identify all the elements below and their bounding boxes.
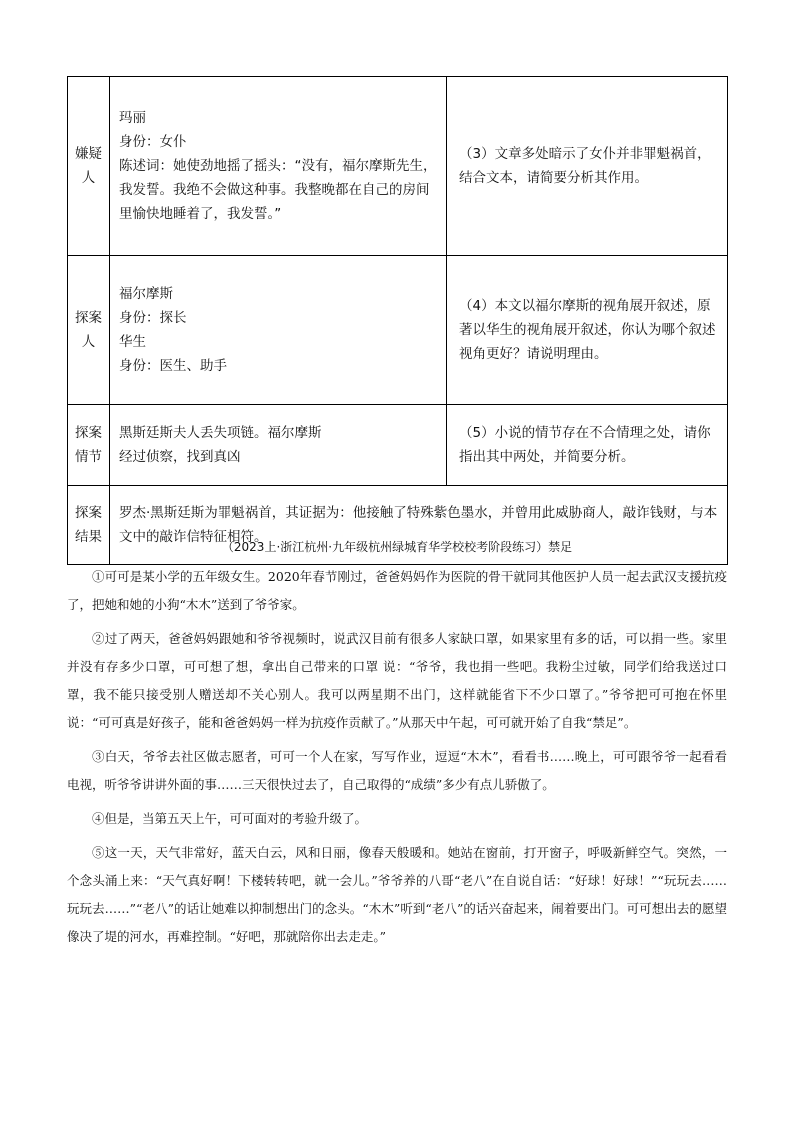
assistant-name: 华生 bbox=[119, 334, 146, 350]
plot-line: 黑斯廷斯夫人丢失项链。福尔摩斯 bbox=[119, 425, 322, 441]
table-row-plot bbox=[68, 405, 728, 486]
suspect-identity: 身份：女仆 bbox=[119, 134, 187, 150]
detective-identity: 身份：探长 bbox=[119, 310, 187, 326]
table-row-detectives bbox=[68, 256, 728, 405]
case-table bbox=[67, 76, 728, 565]
article-body bbox=[67, 563, 727, 957]
row-label: 探案 人 bbox=[68, 256, 110, 405]
plot-info-cell bbox=[110, 405, 447, 486]
paragraph-5: ⑤这一天，天气非常好，蓝天白云，风和日丽，像春天般暖和。她站在窗前，打开窗子，呼吸新鲜空气。突然，一个念头涌上来：“天气真好啊！下楼转转吧，就一会儿。”爷爷养的八哥“老八”在自说自话：“好球！好球！”“玩玩去……玩玩去……”“老八”的话让她难以抑制想出门的念头。“木木”听到“老八”的话兴奋起来，闹着要出门。可可想出去的愿望像决了堤的河水，再难控制。“好吧，那就陪你出去走走。” bbox=[67, 845, 727, 944]
question-4: （4）本文以福尔摩斯的视角展开叙述，原著以华生的视角展开叙述，你认为哪个叙述视角更好？请说明理由。 bbox=[447, 256, 728, 405]
row-label: 探案 结果 bbox=[68, 486, 110, 565]
detective-info-cell bbox=[110, 256, 447, 405]
plot-line: 经过侦察，找到真凶 bbox=[119, 449, 241, 465]
row-label: 探案 情节 bbox=[68, 405, 110, 486]
detective-name: 福尔摩斯 bbox=[119, 286, 173, 302]
row-label: 嫌疑 人 bbox=[68, 77, 110, 256]
paragraph-3: ③白天，爷爷去社区做志愿者，可可一个人在家，写写作业，逗逗“木木”，看看书……晚上，可可跟爷爷一起看看电视，听爷爷讲讲外面的事……三天很快过去了，自己取得的“成绩”多少有点儿骄傲了。 bbox=[67, 749, 727, 792]
paragraph-4: ④但是，当第五天上午，可可面对的考验升级了。 bbox=[92, 811, 368, 826]
result-cell: 罗杰·黑斯廷斯为罪魁祸首，其证据为：他接触了特殊紫色墨水，并曾用此威胁商人，敲诈钱财，与本文中的敲诈信特征相符。 bbox=[110, 486, 728, 565]
question-5: （5）小说的情节存在不合情理之处，请你指出其中两处，并简要分析。 bbox=[447, 405, 728, 486]
paragraph-2: ②过了两天，爸爸妈妈跟她和爷爷视频时，说武汉目前有很多人家缺口罩，如果家里有多的话，可以捐一些。家里并没有存多少口罩，可可想了想，拿出自己带来的口罩 说：“爷爷，我也捐一些吧。我粉尘过敏，同学们给我送过口罩，我不能只接受别人赠送却不关心别人。我可以两星期不出门，这样就能省下不少口罩了。”爷爷把可可抱在怀里说：“可可真是好孩子，能和爸爸妈妈一样为抗疫作贡献了。”从那天中午起，可可就开始了自我“禁足”。 bbox=[67, 631, 727, 730]
suspect-statement-end: 里愉快地睡着了，我发誓。” bbox=[119, 206, 282, 222]
paragraph-1: ①可可是某小学的五年级女生。2020年春节刚过，爸爸妈妈作为医院的骨干就同其他医护人员一起去武汉支援抗疫了，把她和她的小狗“木木”送到了爷爷家。 bbox=[67, 569, 727, 612]
assistant-identity: 身份：医生、助手 bbox=[119, 358, 227, 374]
suspect-name: 玛丽 bbox=[119, 110, 146, 126]
table-row-suspect bbox=[68, 77, 728, 256]
source-heading: （2023上·浙江杭州·九年级杭州绿城育华学校校考阶段练习）禁足 bbox=[221, 540, 573, 554]
question-3: （3）文章多处暗示了女仆并非罪魁祸首，结合文本，请简要分析其作用。 bbox=[447, 77, 728, 256]
suspect-info-cell bbox=[110, 77, 447, 256]
suspect-statement-cont: 我发誓。我绝不会做这种事。我整晚都在自己的房间 bbox=[119, 182, 430, 198]
suspect-statement: 陈述词：她使劲地摇了摇头：“没有，福尔摩斯先生， bbox=[119, 158, 437, 174]
